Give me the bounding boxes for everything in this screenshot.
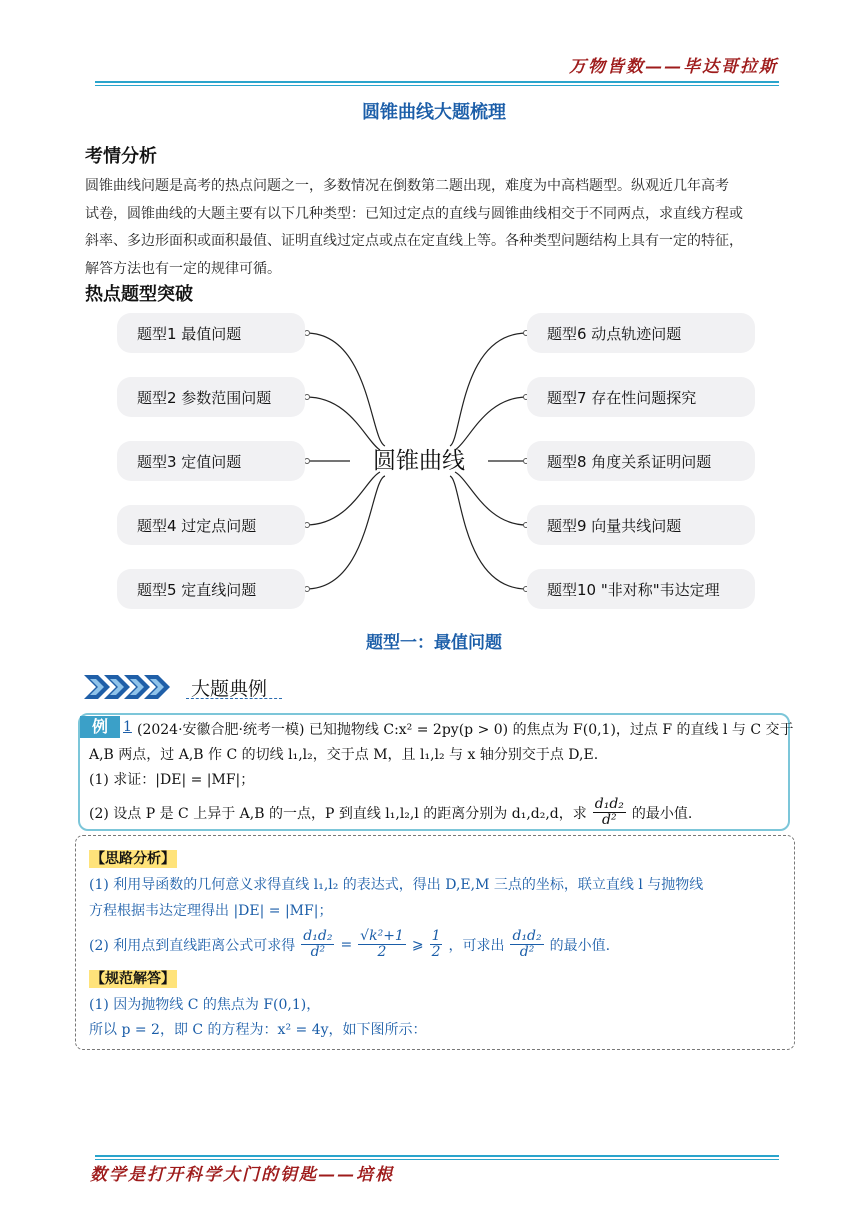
mindmap-node-right-4: 题型9 向量共线问题 [527,505,755,545]
fraction-d1d2-over-d2: $\frac{\text{d₁d₂}}{\text{d²}}$ [594,796,624,828]
example-line-2: A,B 两点，过 A,B 作 C 的切线 l₁,l₂，交于点 M，且 l₁,l₂ 与 x 轴分别交于点 D,E. [89,747,599,763]
mindmap-center: 圆锥曲线 [373,448,465,474]
footer-rule [95,1155,779,1157]
chevron-banner-icon [84,673,184,701]
analysis-line-2: 方程根据韦达定理得出 |DE| = |MF|； [89,903,333,919]
banner-underline [186,698,282,699]
connector-left-5 [306,476,385,589]
analysis-line-1: (1) 利用导函数的几何意义求得直线 l₁,l₂ 的表达式，得出 D,E,M 三点的坐标，联立直线 l 与抛物线 [89,877,704,893]
example-line-1: (2024·安徽合肥·统考一模) 已知抛物线 C:x² = 2py(p > 0) 的焦点为 F(0,1)，过点 F 的直线 l 与 C 交于 [137,722,794,738]
mindmap-node-left-2: 题型2 参数范围问题 [117,377,305,417]
mindmap-node-left-1: 题型1 最值问题 [117,313,305,353]
paragraph-line: 斜率、多边形面积或面积最值、证明直线过定点或点在定直线上等。各种类型问题结构上具有一定的特征， [85,233,743,249]
mindmap-node-right-3: 题型8 角度关系证明问题 [527,441,755,481]
analysis-line-4: (1) 因为抛物线 C 的焦点为 F(0,1)， [89,997,321,1013]
analysis-line-3: (2) 利用点到直线距离公式可求得 $\frac{\text{d₁d₂}}{\text{d²}}$ = $\frac{\text{√k²+1}}{2}$ ⩾ $\frac{1}{2}$ ，可求出 $\frac{\text{d₁d₂}}{\text{d²}}$ 的最小值. [89,928,611,960]
connector-right-5 [450,476,527,589]
mindmap-node-right-1: 题型6 动点轨迹问题 [527,313,755,353]
connector-left-1 [306,333,385,446]
mindmap-node-left-5: 题型5 定直线问题 [117,569,305,609]
document-title: 圆锥曲线大题梳理 [362,102,506,123]
example-badge: 例 [80,716,120,738]
mindmap-node-right-2: 题型7 存在性问题探究 [527,377,755,417]
mindmap-node-left-3: 题型3 定值问题 [117,441,305,481]
connector-right-1 [450,333,527,446]
example-line-3: (1) 求证：|DE| = |MF|； [89,772,255,788]
section-title-hot-topics: 热点题型突破 [85,284,193,305]
fraction-2: $\frac{\text{√k²+1}}{2}$ [360,928,404,960]
subsection-title: 题型一：最值问题 [366,633,502,653]
tag-idea-analysis: 【思路分析】 [91,851,175,867]
tag-standard-solution: 【规范解答】 [91,971,175,987]
mindmap-node-right-5: 题型10 "非对称"韦达定理 [527,569,755,609]
analysis-line-5: 所以 p = 2，即 C 的方程为：x² = 4y，如下图所示： [89,1022,427,1038]
paragraph-line: 试卷，圆锥曲线的大题主要有以下几种类型：已知过定点的直线与圆锥曲线相交于不同两点，求直线方程或 [85,205,743,222]
fraction-1: $\frac{\text{d₁d₂}}{\text{d²}}$ [303,928,333,960]
paragraph-line: 解答方法也有一定的规律可循。 [85,260,281,277]
paragraph-line: 圆锥曲线问题是高考的热点问题之一，多数情况在倒数第二题出现，难度为中高档题型。纵观近几年高考 [85,178,729,194]
header-quote: 万物皆数——毕达哥拉斯 [569,57,778,77]
example-line-4 [89,797,692,828]
banner-title: 大题典例 [191,678,268,700]
example-line-4-text: (2) 设点 P 是 C 上异于 A,B 的一点，P 到直线 l₁,l₂,l 的距离分别为 d₁,d₂,d，求 [89,805,587,822]
example-number: 1 [123,719,132,735]
example-line-4-end: 的最小值. [631,805,693,822]
section-title-analysis: 考情分析 [85,146,157,167]
fraction-3: $\frac{1}{2}$ [431,928,441,960]
mindmap-node-left-4: 题型4 过定点问题 [117,505,305,545]
fraction-4: $\frac{\text{d₁d₂}}{\text{d²}}$ [512,928,542,960]
footer-quote: 数学是打开科学大门的钥匙——培根 [90,1165,394,1185]
